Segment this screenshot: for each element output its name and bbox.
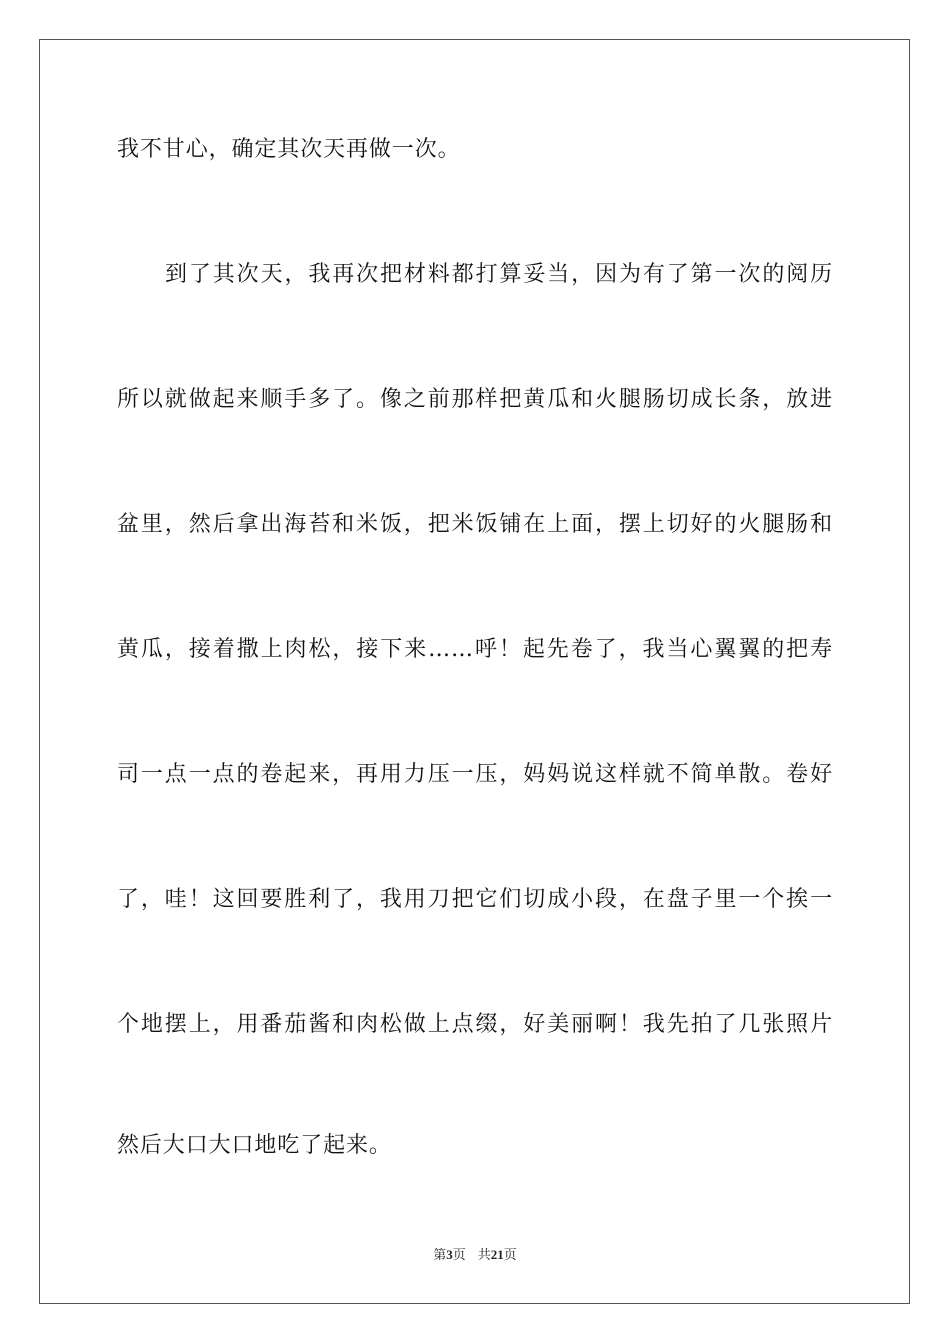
page-number: 3 (446, 1247, 453, 1262)
text-line-6: 司一点一点的卷起来，再用力压一压，妈妈说这样就不简单散。卷好 (117, 762, 833, 787)
total-prefix: 共 (477, 1247, 491, 1262)
text-line-2: 到了其次天，我再次把材料都打算妥当，因为有了第一次的阅历 (165, 262, 833, 287)
page-suffix: 页 (452, 1247, 466, 1262)
text-line-9: 然后大口大口地吃了起来。 (117, 1133, 392, 1158)
text-line-3: 所以就做起来顺手多了。像之前那样把黄瓜和火腿肠切成长条，放进 (117, 387, 833, 412)
text-line-7: 了，哇！这回要胜利了，我用刀把它们切成小段，在盘子里一个挨一 (117, 887, 833, 912)
page-prefix: 第 (433, 1247, 447, 1262)
text-line-1: 我不甘心，确定其次天再做一次。 (117, 137, 461, 162)
page-border (39, 39, 910, 1304)
total-pages: 21 (490, 1247, 504, 1262)
page-footer (0, 1246, 950, 1264)
total-suffix: 页 (503, 1247, 517, 1262)
text-line-4: 盆里，然后拿出海苔和米饭，把米饭铺在上面，摆上切好的火腿肠和 (117, 512, 833, 537)
text-line-8: 个地摆上，用番茄酱和肉松做上点缀，好美丽啊！我先拍了几张照片 (117, 1012, 833, 1037)
text-line-5: 黄瓜，接着撒上肉松，接下来……呼！起先卷了，我当心翼翼的把寿 (117, 637, 833, 662)
